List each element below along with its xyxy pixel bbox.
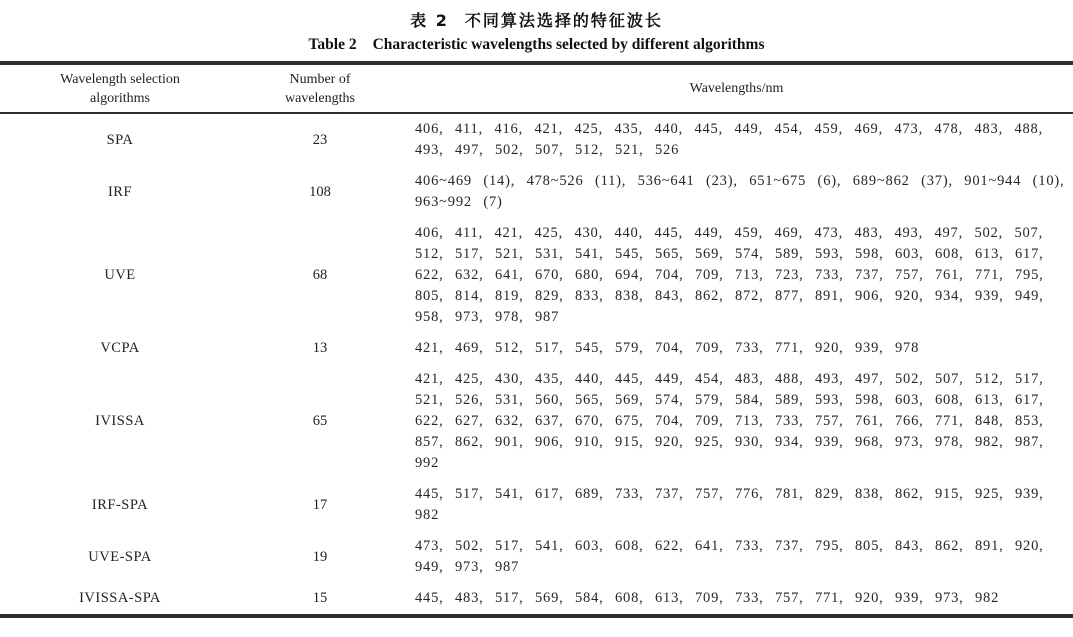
algorithm-cell: VCPA — [100, 340, 140, 356]
wavelengths-cell: 406, 411, 416, 421, 425, 435, 440, 445, 449, 454, 459, 469, 473, 478, 483, 488, 493, 497, 502, 507, 512, 521, 526 — [415, 121, 1044, 158]
wavelengths-table — [0, 65, 1073, 614]
header-count-label: Number of wavelengths — [285, 71, 355, 106]
algorithm-cell: SPA — [106, 131, 134, 148]
wavelengths-cell: 445, 483, 517, 569, 584, 608, 613, 709, 733, 757, 771, 920, 939, 973, 982 — [415, 590, 1000, 606]
table-header — [0, 65, 1073, 113]
table-title-zh-text: 不同算法选择的特征波长 — [464, 11, 663, 30]
algorithm-cell: UVE — [104, 267, 136, 283]
algorithm-cell: IRF-SPA — [91, 496, 149, 513]
table-row — [0, 113, 1073, 166]
table-row — [0, 166, 1073, 218]
table-row — [0, 218, 1073, 333]
wavelengths-cell: 406~469 (14), 478~526 (11), 536~641 (23), 651~675 (6), 689~862 (37), 901~944 (10), 963~992 (7) — [415, 173, 1065, 210]
count-cell: 68 — [312, 267, 328, 283]
header-algorithms — [0, 65, 240, 113]
algorithm-cell: IVISSA — [95, 413, 145, 429]
count-cell: 13 — [312, 340, 328, 356]
table-bottom-rule — [0, 614, 1073, 618]
wavelengths-cell: 421, 425, 430, 435, 440, 445, 449, 454, 483, 488, 493, 497, 502, 507, 512, 517, 521, 526, 531, 560, 565, 569, 574, 579, 584, 589, 593, 598, 603, 608, 613, 617, 622, 627, 632, 637, 670, 675, 704, 709, 713, 733, 757, 761, 766, 771, 848, 853, 857, 862, 901, 906, 910, 915, 920, 925, 930, 934, 939, 968, 973, 978, 982, 987, 992 — [415, 371, 1044, 471]
table-row — [0, 583, 1073, 614]
table-body — [0, 113, 1073, 614]
count-cell: 108 — [309, 183, 331, 200]
header-row — [0, 65, 1073, 113]
table-title-en-text: Characteristic wavelengths selected by different algorithms — [372, 36, 765, 53]
table-title-en — [0, 36, 1073, 54]
table-title-zh — [0, 0, 1073, 31]
wavelengths-cell: 473, 502, 517, 541, 603, 608, 622, 641, 733, 737, 795, 805, 843, 862, 891, 920, 949, 973, 987 — [415, 538, 1044, 575]
count-cell: 19 — [312, 548, 328, 565]
table-row — [0, 479, 1073, 531]
wavelengths-cell: 445, 517, 541, 617, 689, 733, 737, 757, 776, 781, 829, 838, 862, 915, 925, 939, 982 — [415, 486, 1044, 523]
count-cell: 65 — [312, 413, 328, 429]
table-row — [0, 531, 1073, 583]
table-row — [0, 333, 1073, 364]
algorithm-cell: IVISSA-SPA — [79, 590, 161, 606]
algorithm-cell: UVE-SPA — [88, 548, 152, 565]
count-cell: 17 — [312, 496, 328, 513]
algorithm-cell: IRF — [107, 183, 133, 200]
wavelengths-cell: 406, 411, 421, 425, 430, 440, 445, 449, 459, 469, 473, 483, 493, 497, 502, 507, 512, 517, 521, 531, 541, 545, 565, 569, 574, 589, 593, 598, 603, 608, 613, 617, 622, 632, 641, 670, 680, 694, 704, 709, 713, 723, 733, 737, 757, 761, 771, 795, 805, 814, 819, 829, 833, 838, 843, 862, 872, 877, 891, 906, 920, 934, 939, 949, 958, 973, 978, 987 — [415, 225, 1044, 325]
header-count — [240, 65, 400, 113]
header-wavelengths-label: Wavelengths/nm — [689, 81, 784, 96]
count-cell: 23 — [312, 131, 328, 148]
table-row — [0, 364, 1073, 479]
table-title-zh-label: 表 2 — [410, 11, 449, 30]
header-wavelengths — [400, 65, 1073, 113]
count-cell: 15 — [312, 590, 328, 606]
wavelengths-cell: 421, 469, 512, 517, 545, 579, 704, 709, 733, 771, 920, 939, 978 — [415, 340, 920, 356]
table-title-en-label: Table 2 — [308, 36, 357, 53]
header-algorithms-label: Wavelength selection algorithms — [60, 71, 180, 106]
